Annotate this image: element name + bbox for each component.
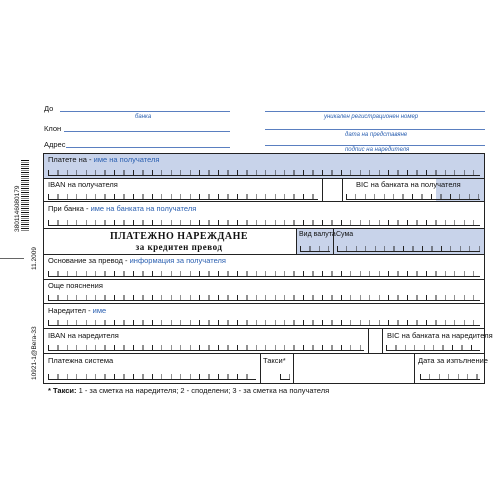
date-hint: дата на представяне [345, 132, 408, 138]
divider [342, 178, 343, 201]
bank-input[interactable] [48, 220, 480, 226]
payee-input[interactable] [48, 170, 480, 176]
divider [44, 279, 484, 280]
exec-date-label: Дата за изпълнение [418, 356, 488, 365]
system-input[interactable] [48, 374, 256, 380]
barcode-number: 3801146080179 [14, 185, 21, 232]
payee-label: Платете на - име на получателя [48, 155, 160, 164]
divider [44, 353, 484, 354]
divider [44, 254, 484, 255]
divider [382, 328, 383, 353]
branch-line[interactable] [64, 131, 230, 132]
unique-number-line[interactable] [265, 111, 485, 112]
bic-payer-input[interactable] [386, 345, 480, 351]
bank-label: При банка - име на банката на получателя [48, 204, 197, 213]
divider [44, 178, 484, 179]
payment-order-form [43, 153, 493, 384]
divider [44, 228, 484, 229]
divider [414, 353, 415, 383]
divider [44, 201, 484, 202]
bic-payer-label: BIC на банката на наредителя [387, 331, 493, 340]
exec-date-input[interactable] [420, 374, 480, 380]
divider [293, 353, 294, 383]
date-line[interactable] [265, 129, 485, 130]
bic-payee-input[interactable] [346, 194, 480, 200]
fees-input[interactable] [280, 374, 290, 380]
divider [260, 353, 261, 383]
currency-input[interactable] [300, 246, 330, 252]
fees-label: Такси* [263, 356, 286, 365]
unique-number-hint: уникален регистрационен номер [324, 114, 419, 120]
print-date: 11.2009 [31, 246, 38, 270]
iban-payee-label: IBAN на получателя [48, 180, 118, 189]
payee-hint: име на получателя [93, 155, 160, 164]
divider [296, 228, 297, 254]
reason-label: Основание за превод - информация за получателя [48, 256, 226, 265]
iban-payee-input[interactable] [48, 194, 318, 200]
to-line[interactable] [60, 111, 230, 112]
divider [44, 303, 484, 304]
footnote-bold: * Такси: [48, 386, 77, 395]
to-label: До [44, 104, 54, 113]
divider [333, 228, 334, 254]
footnote-text: 1 - за сметка на наредителя; 2 - споделени; 3 - за сметка на получателя [76, 386, 330, 395]
barcode [21, 160, 29, 232]
fees-footnote [48, 386, 329, 395]
signature-hint: подпис на наредителя [345, 147, 410, 153]
amount-input[interactable] [337, 246, 480, 252]
amount-label: Сума [336, 231, 354, 238]
more-label: Още пояснения [48, 281, 103, 290]
more-input[interactable] [48, 295, 480, 301]
payer-input[interactable] [48, 320, 480, 326]
bank-hint: банка [135, 114, 152, 120]
divider [368, 328, 369, 353]
reason-input[interactable] [48, 271, 480, 277]
payer-label: Наредител - име [48, 306, 107, 315]
iban-payer-label: IBAN на наредителя [48, 331, 119, 340]
form-subtitle: за кредитен превод [135, 242, 223, 252]
form-title: ПЛАТЕЖНО НАРЕЖДАНЕ [109, 231, 249, 242]
fold-mark [0, 258, 24, 259]
reason-hint: информация за получателя [129, 256, 226, 265]
iban-payer-input[interactable] [48, 345, 364, 351]
address-line[interactable] [66, 147, 230, 148]
form-code: 10921-1@Вега-33 [31, 326, 38, 380]
divider [44, 328, 484, 329]
payer-hint: име [92, 306, 107, 315]
divider [322, 178, 323, 201]
currency-label: Вид валута [299, 231, 336, 238]
bank-hint-text: име на банката на получателя [90, 204, 197, 213]
bic-payee-label: BIC на банката на получателя [356, 180, 461, 189]
address-label: Адрес [44, 140, 66, 149]
branch-label: Клон [44, 124, 62, 133]
system-label: Платежна система [48, 356, 114, 365]
